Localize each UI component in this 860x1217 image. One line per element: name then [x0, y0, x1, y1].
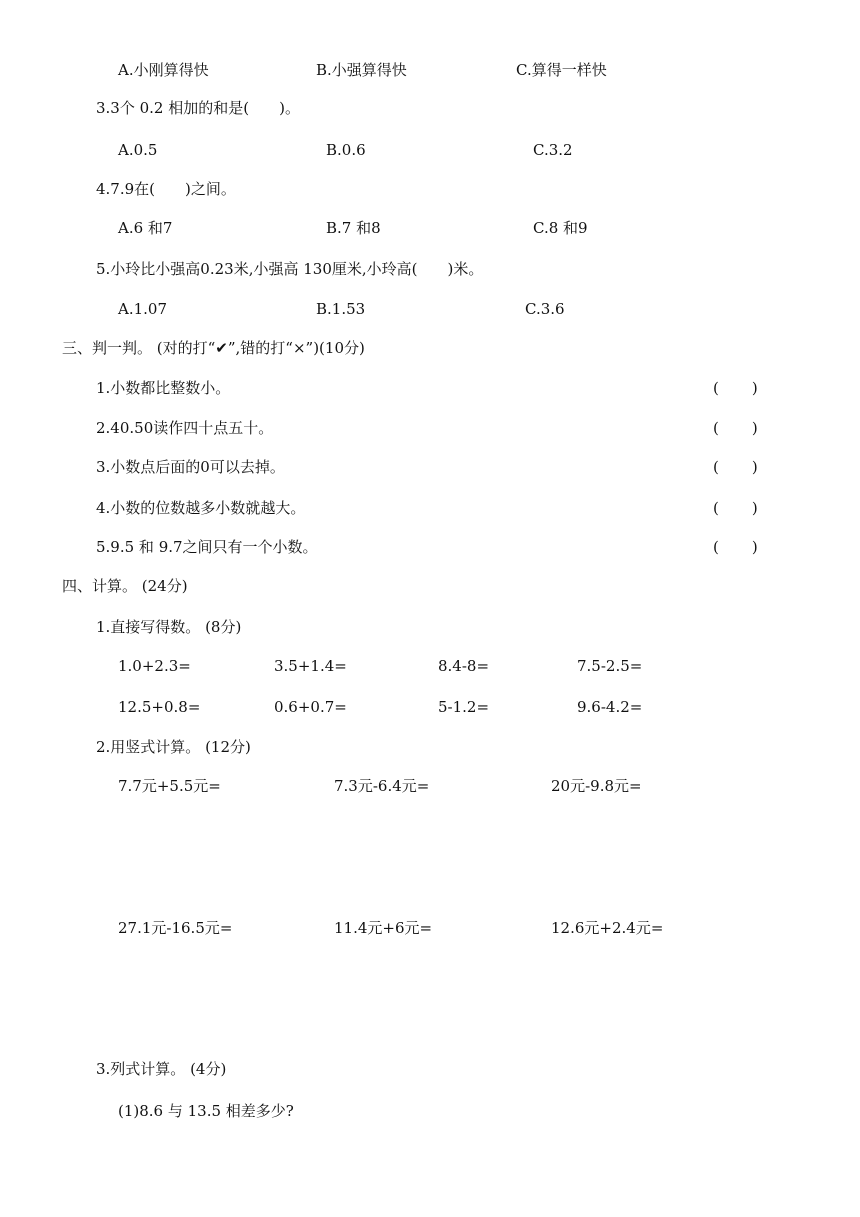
judge-bracket-2: ( ) — [713, 419, 759, 437]
vertical-calc-4: 27.1元-16.5元= — [118, 919, 233, 937]
calc-1-3: 8.4-8= — [438, 657, 490, 675]
q4-option-c: C.8 和9 — [533, 219, 588, 237]
q3-option-a: A.0.5 — [118, 141, 158, 159]
part3-title: 3.列式计算。 (4分) — [96, 1060, 227, 1078]
judge-bracket-1: ( ) — [713, 379, 759, 397]
vertical-calc-3: 20元-9.8元= — [551, 777, 642, 795]
calc-2-2: 0.6+0.7= — [274, 698, 347, 716]
calc-1-4: 7.5-2.5= — [577, 657, 643, 675]
judge-item-3: 3.小数点后面的0可以去掉。 — [96, 458, 285, 476]
part1-title: 1.直接写得数。 (8分) — [96, 618, 242, 636]
q2-option-b: B.小强算得快 — [316, 61, 407, 79]
q4-option-b: B.7 和8 — [326, 219, 381, 237]
calc-1-2: 3.5+1.4= — [274, 657, 347, 675]
judge-item-1: 1.小数都比整数小。 — [96, 379, 231, 397]
judge-bracket-3: ( ) — [713, 458, 759, 476]
q3-text: 3.3个 0.2 相加的和是( )。 — [96, 99, 300, 117]
word-problem-1: (1)8.6 与 13.5 相差多少? — [118, 1102, 294, 1120]
q5-option-c: C.3.6 — [525, 300, 565, 318]
judge-item-2: 2.40.50读作四十点五十。 — [96, 419, 274, 437]
q3-option-c: C.3.2 — [533, 141, 573, 159]
vertical-calc-6: 12.6元+2.4元= — [551, 919, 664, 937]
calc-2-4: 9.6-4.2= — [577, 698, 643, 716]
calc-1-1: 1.0+2.3= — [118, 657, 191, 675]
judge-bracket-4: ( ) — [713, 499, 759, 517]
judge-bracket-5: ( ) — [713, 538, 759, 556]
q4-option-a: A.6 和7 — [118, 219, 173, 237]
part2-title: 2.用竖式计算。 (12分) — [96, 738, 251, 756]
q5-text: 5.小玲比小强高0.23米,小强高 130厘米,小玲高( )米。 — [96, 260, 484, 278]
vertical-calc-1: 7.7元+5.5元= — [118, 777, 221, 795]
q4-text: 4.7.9在( )之间。 — [96, 180, 236, 198]
section4-heading: 四、计算。 (24分) — [62, 577, 188, 595]
section3-heading: 三、判一判。 (对的打“✔”,错的打“×”)(10分) — [62, 339, 365, 357]
q5-option-b: B.1.53 — [316, 300, 366, 318]
judge-item-4: 4.小数的位数越多小数就越大。 — [96, 499, 306, 517]
vertical-calc-5: 11.4元+6元= — [334, 919, 433, 937]
q2-option-a: A.小刚算得快 — [118, 61, 209, 79]
judge-item-5: 5.9.5 和 9.7之间只有一个小数。 — [96, 538, 318, 556]
calc-2-3: 5-1.2= — [438, 698, 490, 716]
calc-2-1: 12.5+0.8= — [118, 698, 201, 716]
vertical-calc-2: 7.3元-6.4元= — [334, 777, 430, 795]
q3-option-b: B.0.6 — [326, 141, 366, 159]
q2-option-c: C.算得一样快 — [516, 61, 607, 79]
q5-option-a: A.1.07 — [118, 300, 167, 318]
